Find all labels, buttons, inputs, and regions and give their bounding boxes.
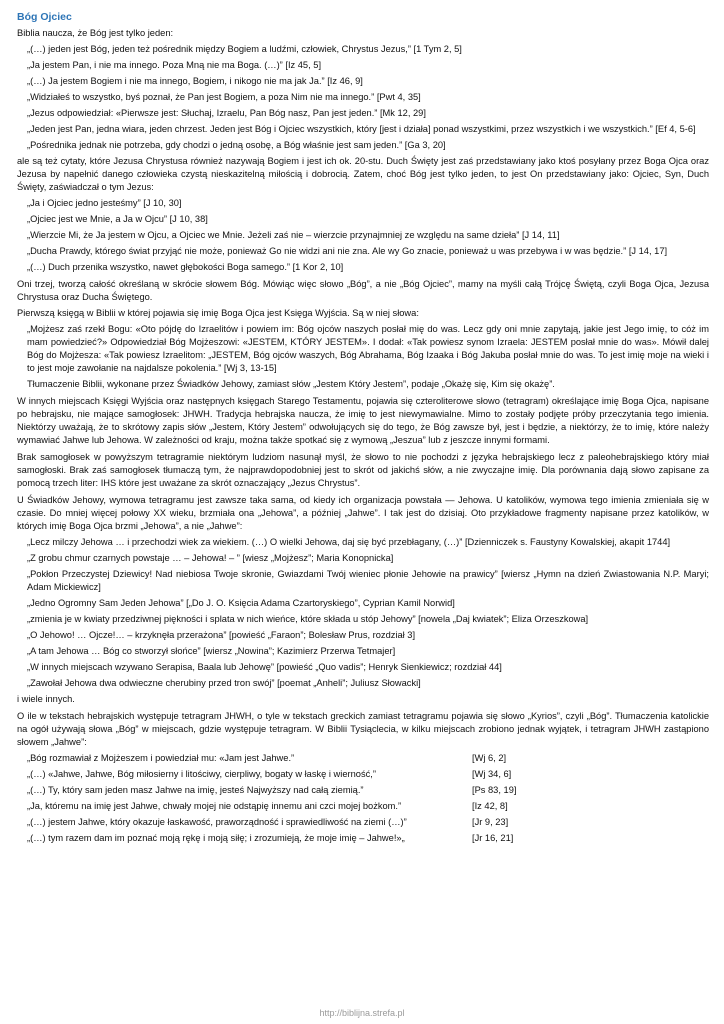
quote: „Z grobu chmur czarnych powstaje … – Jehowa! – ” [wiesz „Mojżesz”; Maria Konopnicka] xyxy=(27,553,394,563)
reference-row xyxy=(27,816,709,829)
quote: „Ducha Prawdy, którego świat przyjąć nie może, ponieważ Go nie widzi ani nie zna. Ale wy Go znacie, ponieważ u was przebywa i w was będzie.” [J 14, 17] xyxy=(27,246,668,256)
quote-citation: [Ps 83, 19] xyxy=(472,785,517,795)
footer-url[interactable]: http://biblijna.strefa.pl xyxy=(319,1008,405,1018)
translation-note: Tłumaczenie Biblii, wykonane przez Świadków Jehowy, zamiast słów „Jestem Który Jestem”, podaje „Okażę się, Kim się okażę”. xyxy=(27,379,555,389)
body-paragraph: Oni trzej, tworzą całość określaną w skrócie słowem Bóg. Mówiąc więc słowo „Bóg”, a nie „Bóg Ojciec”, mamy na myśli całą Trójcę Świętą, czyli Boga Ojca, Jezusa Chrystusa oraz Ducha Świętego. xyxy=(17,279,709,302)
quote-list-jahwe xyxy=(17,752,709,845)
intro-paragraph: Biblia naucza, że Bóg jest tylko jeden: xyxy=(17,28,174,38)
quote-list-trinity xyxy=(17,197,709,274)
quote: „A tam Jehowa … Bóg co stworzył słońce” [wiersz „Nowina”; Kazimierz Przerwa Tetmajer] xyxy=(27,646,396,656)
reference-row xyxy=(27,752,709,765)
quote: „Pokłon Przeczystej Dziewicy! Nad niebiosa Twoje skronie, Gwiazdami Twój wieniec płonie Jehowie na prawicy” [wiersz „Hymn na dzień Zwiastowania N.P. Maryi; Adam Mickiewicz] xyxy=(27,569,709,592)
quote-text: „(…) tym razem dam im poznać moją rękę i moją siłę; i zrozumieją, że moje imię – Jahwe!»„ xyxy=(27,833,405,843)
quote-text: „Ja, któremu na imię jest Jahwe, chwały mojej nie odstąpię innemu ani czci mojej bożkom.” xyxy=(27,801,402,811)
reference-row xyxy=(27,768,709,781)
quote-exodus: „Mojżesz zaś rzekł Bogu: «Oto pójdę do Izraelitów i powiem im: Bóg ojców naszych posłał mię do was. Lecz gdy oni mnie zapytają, jakie jest Jego imię, to cóż im mam powiedzieć?» Odpowiedział Bóg Mojżeszowi: «JESTEM, KTÓRY JESTEM». I dodał: «Tak powiesz synom Izraela: JESTEM posłał mnie do was». Mówił dalej Bóg do Mojżesza: «Tak powiesz Izraelitom: „JESTEM, Bóg ojców waszych, Bóg Abrahama, Bóg Izaaka i Bóg Jakuba posłał mnie do was. To jest imię moje na wieki i to jest moje zawołanie na najdalsze pokolenia.” [Wj 3, 13-15] xyxy=(27,324,709,373)
body-paragraph: ale są też cytaty, które Jezusa Chrystusa również nazywają Bogiem i jest ich ok. 20-stu. Duch Święty jest zaś przedstawiany jako ktoś posyłany przez Boga Ojca oraz Jezusa by napełnić danego człowieka czystą nieskazitelną miłością i dobrocią. Zatem, choć Bóg jest tylko jeden, to jest On przedstawiany jako: Ojciec, Syn, Duch Święty, zaświadczał o tym Jezus: xyxy=(17,156,709,192)
body-paragraph: Pierwszą księgą w Biblii w której pojawia się imię Boga Ojca jest Księga Wyjścia. Są w niej słowa: xyxy=(17,308,419,318)
quote: „Lecz milczy Jehowa … i przechodzi wiek za wiekiem. (…) O wielki Jehowa, daj się być przebłagany, (…)” [Dzienniczek s. Faustyny Kowalskiej, akapit 1744] xyxy=(27,537,671,547)
quote: „zmienia je w kwiaty przedziwnej piękności i splata w nich wieńce, które składa u stóp Jehowy” [nowela „Daj kwiatek”; Eliza Orzeszkowa] xyxy=(27,614,589,624)
quote: „(…) jeden jest Bóg, jeden też pośrednik między Bogiem a ludźmi, człowiek, Chrystus Jezus,” [1 Tym 2, 5] xyxy=(27,44,462,54)
quote-text: „(…) Ty, który sam jeden masz Jahwe na imię, jesteś Najwyższy nad całą ziemią.” xyxy=(27,785,364,795)
quote: „Pośrednika jednak nie potrzeba, gdy chodzi o jedną osobę, a Bóg właśnie jest sam jeden.” [Ga 3, 20] xyxy=(27,140,446,150)
quote: „Ojciec jest we Mnie, a Ja w Ojcu” [J 10, 38] xyxy=(27,214,208,224)
body-paragraph: U Świadków Jehowy, wymowa tetragramu jest zawsze taka sama, od kiedy ich organizacja powstała — Jehowa. U katolików, wymowa tego imienia zmieniała się w czasie. Do mniej więcej połowy XX wieku, brzmiała ona „Jehowa”, a później „Jahwe”. I tak jest do dzisiaj. Oto przykładowe fragmenty napisane przez katolików, w których imię Boga Ojca brzmi „Jehowa”, a nie „Jahwe”: xyxy=(17,495,709,531)
reference-row xyxy=(27,800,709,813)
quote: „O Jehowo! … Ojcze!… – krzyknęła przerażona” [powieść „Faraon”; Bolesław Prus, rozdział 3] xyxy=(27,630,416,640)
quote-citation: [Jr 16, 21] xyxy=(472,833,514,843)
quote-citation: [Wj 6, 2] xyxy=(472,753,507,763)
body-paragraph: O ile w tekstach hebrajskich występuje tetragram JHWH, o tyle w tekstach greckich zamiast tetragramu pojawia się słowo „Kyrios”, czyli „Bóg”. Tłumaczenia katolickie na ogół używają słowa „Bóg” w miejscach, gdzie występuje tetragram. W Biblii Tysiąclecia, w kilku miejscach zrobiono jednak wyjątek, i tetragram JHWH zastąpiono słowem „Jahwe”: xyxy=(17,711,709,747)
quote: „(…) Duch przenika wszystko, nawet głębokości Boga samego.” [1 Kor 2, 10] xyxy=(27,262,344,272)
quote: „Zawołał Jehowa dwa odwieczne cherubiny przed tron swój” [poemat „Anheli”; Juliusz Słowacki] xyxy=(27,678,421,688)
quote-citation: [Wj 34, 6] xyxy=(472,769,512,779)
reference-row xyxy=(27,784,709,797)
quote-text: „(…) «Jahwe, Jahwe, Bóg miłosierny i litościwy, cierpliwy, bogaty w łaskę i wierność,” xyxy=(27,769,376,779)
quote: „Ja jestem Pan, i nie ma innego. Poza Mną nie ma Boga. (…)” [Iz 45, 5] xyxy=(27,60,322,70)
quote: „Widziałeś to wszystko, byś poznał, że Pan jest Bogiem, a poza Nim nie ma innego.” [Pwt 4, 35] xyxy=(27,92,421,102)
quote: „Ja i Ojciec jedno jesteśmy” [J 10, 30] xyxy=(27,198,182,208)
quote-text: „Bóg rozmawiał z Mojżeszem i powiedział mu: «Jam jest Jahwe.” xyxy=(27,753,295,763)
quote-text: „(…) jestem Jahwe, który okazuje łaskawość, praworządność i sprawiedliwość na ziemi (…)” xyxy=(27,817,407,827)
document-page xyxy=(17,10,709,848)
body-paragraph: i wiele innych. xyxy=(17,694,75,704)
quote: „Wierzcie Mi, że Ja jestem w Ojcu, a Ojciec we Mnie. Jeżeli zaś nie – wierzcie przynajmniej ze względu na same dzieła” [J 14, 11] xyxy=(27,230,560,240)
body-paragraph: Brak samogłosek w powyższym tetragramie niektórym ludziom nasunął myśl, że słowo to nie pochodzi z języka hebrajskiego lecz z paleohebrajskiego który miał samogłoski. Brak zaś samogłosek tłumaczą tym, że najprawdopodobniej jest to skrót od jakichś słów, a nie zwyczajne imię. Dla porównania dają słowo zapisane za pomocą trzech liter: IHS które jest uważane za skrót oznaczający „Jezus Chrystus”. xyxy=(17,452,709,488)
quote: „Jezus odpowiedział: «Pierwsze jest: Słuchaj, Izraelu, Pan Bóg nasz, Pan jest jeden.” [Mk 12, 29] xyxy=(27,108,426,118)
quote: „Jedno Ogromny Sam Jeden Jehowa” [„Do J. O. Księcia Adama Czartoryskiego”, Cyprian Kamil Norwid] xyxy=(27,598,455,608)
body-paragraph: W innych miejscach Księgi Wyjścia oraz następnych księgach Starego Testamentu, pojawia się czteroliterowe słowo (tetragram) określające imię Boga Ojca, napisane po hebrajsku, nie mające samogłosek: JHWH. Tradycja hebrajska naucza, że imię to jest niewymawialne. Mimo to zostały podjęte próby przeczytania tego imienia. Niektórzy uważają, że to skrótowy zapis słów „Jestem, Który Jestem” odwołujących się do tego, że Bóg zawsze był, jest i będzie, a niektórzy, że to imię, które należy wymawiać Jahwe lub Jehowa. W zależności od kraju, można także spotkać się z wymową „Jeszua” lub z jeszcze innymi formami. xyxy=(17,396,709,445)
quote: „Jeden jest Pan, jedna wiara, jeden chrzest. Jeden jest Bóg i Ojciec wszystkich, który [jest i działa] ponad wszystkimi, przez wszystkich i we wszystkich.” [Ef 4, 5-6] xyxy=(27,124,696,134)
quote-list-one-god xyxy=(17,43,709,152)
page-title: Bóg Ojciec xyxy=(17,11,72,23)
quote-citation: [Jr 9, 23] xyxy=(472,817,509,827)
reference-row xyxy=(27,832,709,845)
quote-list-jehowa xyxy=(17,536,709,690)
quote-citation: [Iz 42, 8] xyxy=(472,801,508,811)
quote: „(…) Ja jestem Bogiem i nie ma innego, Bogiem, i nikogo nie ma jak Ja.” [Iz 46, 9] xyxy=(27,76,363,86)
quote: „W innych miejscach wzywano Serapisa, Baala lub Jehowę” [powieść „Quo vadis”; Henryk Sienkiewicz; rozdział 44] xyxy=(27,662,502,672)
